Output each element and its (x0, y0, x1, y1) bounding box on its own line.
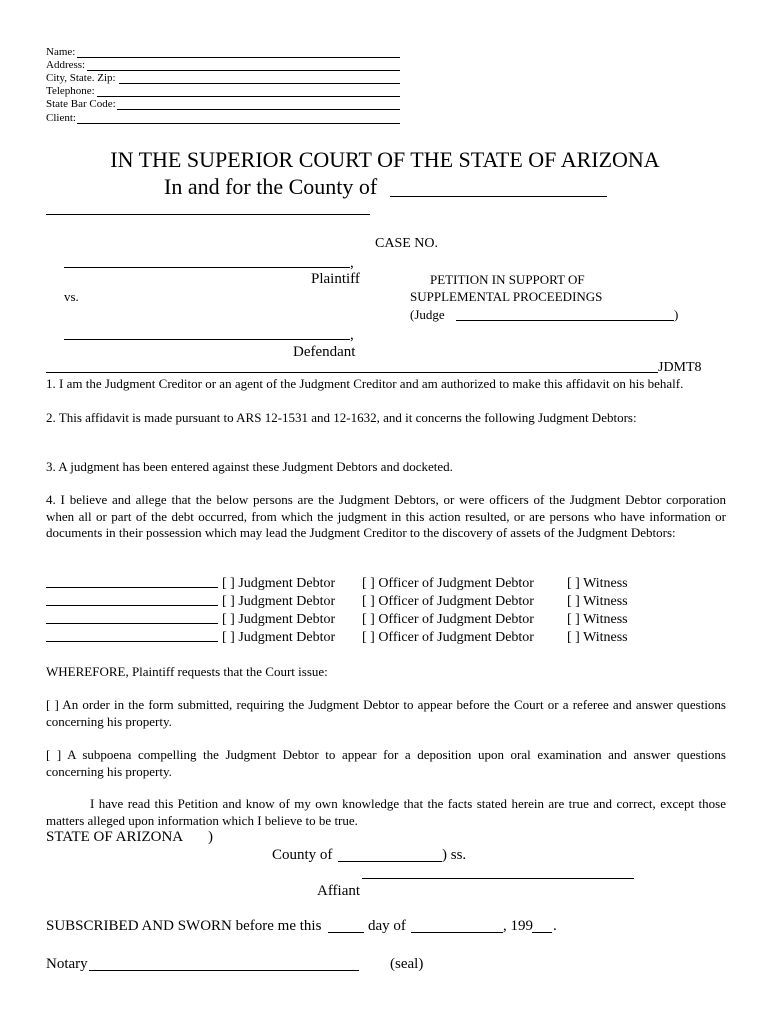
witness-checkbox[interactable]: [ ] Witness (567, 576, 628, 591)
judgment-debtor-checkbox[interactable]: [ ] Judgment Debtor (222, 612, 336, 627)
month-field[interactable] (411, 932, 503, 933)
client-field[interactable] (77, 123, 400, 124)
petition-title-line1: PETITION IN SUPPORT OF (430, 272, 585, 287)
affiant-label: Affiant (317, 883, 361, 899)
verification-text: I have read this Petition and know of my own knowledge that the facts stated herein are true and correct, except those matters alleged upon information which I believe to be true. (46, 796, 726, 828)
defendant-field[interactable] (64, 339, 350, 340)
year-end: . (553, 918, 557, 934)
day-of-label: day of (368, 918, 406, 934)
officer-checkbox[interactable]: [ ] Officer of Judgment Debtor (362, 594, 534, 609)
petition-title-line2: SUPPLEMENTAL PROCEEDINGS (410, 289, 603, 304)
debtor-name-field[interactable] (46, 587, 218, 588)
city-label: City, State. Zip: (46, 72, 116, 84)
officer-checkbox[interactable]: [ ] Officer of Judgment Debtor (362, 630, 534, 645)
court-title: IN THE SUPERIOR COURT OF THE STATE OF ARIZONA (110, 147, 660, 172)
seal-label: (seal) (390, 956, 424, 972)
city-field[interactable] (119, 83, 400, 84)
officer-checkbox[interactable]: [ ] Officer of Judgment Debtor (362, 612, 534, 627)
judgment-debtor-checkbox[interactable]: [ ] Judgment Debtor (222, 594, 336, 609)
debtor-row-2 (46, 593, 666, 611)
order-request-checkbox[interactable]: [ ] An order in the form submitted, requiring the Judgment Debtor to appear before the Court or a referee and answer questions concerning his property. (46, 697, 726, 729)
caption-bottom-rule (46, 372, 658, 373)
plaintiff-field[interactable] (64, 267, 350, 268)
debtor-name-field[interactable] (46, 641, 218, 642)
address-field[interactable] (87, 70, 400, 71)
telephone-label: Telephone: (46, 85, 95, 97)
debtor-row-3 (46, 611, 666, 629)
affidavit-county-field[interactable] (338, 861, 442, 862)
paragraph-3: 3. A judgment has been entered against these Judgment Debtors and docketed. (46, 459, 453, 474)
case-number-label: CASE NO. (375, 236, 439, 251)
subpoena-request-checkbox[interactable]: [ ] A subpoena compelling the Judgment Debtor to appear for a deposition upon oral examination and answer questions concerning his property. (46, 747, 726, 779)
address-label: Address: (46, 59, 86, 71)
telephone-field[interactable] (97, 96, 400, 97)
debtor-name-field[interactable] (46, 623, 218, 624)
debtor-row-4 (46, 629, 666, 647)
ss-label: ) ss. (442, 847, 467, 863)
county-of-label: County of (272, 847, 333, 863)
judgment-debtor-checkbox[interactable]: [ ] Judgment Debtor (222, 576, 336, 591)
county-field[interactable] (390, 196, 607, 197)
bar-label: State Bar Code: (46, 98, 116, 110)
year-field[interactable] (532, 932, 552, 933)
name-field[interactable] (77, 57, 400, 58)
form-code: JDMT8 (658, 360, 702, 375)
bar-field[interactable] (117, 109, 400, 110)
judge-close-paren: ) (674, 307, 679, 322)
wherefore-text: WHEREFORE, Plaintiff requests that the Court issue: (46, 664, 328, 679)
caption-top-rule (46, 214, 370, 215)
officer-checkbox[interactable]: [ ] Officer of Judgment Debtor (362, 576, 534, 591)
debtor-row-1 (46, 575, 666, 593)
notary-signature-field[interactable] (89, 970, 359, 971)
state-label: STATE OF ARIZONA (46, 829, 184, 845)
day-field[interactable] (328, 932, 364, 933)
county-line-label: In and for the County of (164, 174, 378, 199)
year-prefix: , 199 (503, 918, 533, 934)
versus-label: vs. (64, 289, 79, 304)
paragraph-1: 1. I am the Judgment Creditor or an agent of the Judgment Creditor and am authorized to make this affidavit on his behalf. (46, 376, 684, 391)
plaintiff-label: Plaintiff (311, 271, 360, 287)
paragraph-2: 2. This affidavit is made pursuant to ARS 12-1531 and 12-1632, and it concerns the following Judgment Debtors: (46, 410, 637, 425)
client-label: Client: (46, 112, 76, 124)
plaintiff-comma: , (350, 255, 354, 271)
judgment-debtor-checkbox[interactable]: [ ] Judgment Debtor (222, 630, 336, 645)
paragraph-4: 4. I believe and allege that the below persons are the Judgment Debtors, or were officers of the Judgment Debtor corporation when all or part of the debt occurred, from which the judgment in this action resulted, or are persons who have information or documents in their possession which may lead the Judgment Creditor to the discovery of assets of the Judgment Debtors: (46, 492, 726, 540)
judge-field[interactable] (456, 320, 674, 321)
name-label: Name: (46, 46, 76, 58)
affiant-signature-field[interactable] (362, 878, 634, 879)
defendant-comma: , (350, 327, 354, 343)
defendant-label: Defendant (293, 344, 356, 360)
witness-checkbox[interactable]: [ ] Witness (567, 594, 628, 609)
notary-label: Notary (46, 956, 88, 972)
debtor-name-field[interactable] (46, 605, 218, 606)
witness-checkbox[interactable]: [ ] Witness (567, 630, 628, 645)
judge-label: (Judge (410, 307, 445, 322)
subscribed-label: SUBSCRIBED AND SWORN before me this (46, 918, 322, 934)
witness-checkbox[interactable]: [ ] Witness (567, 612, 628, 627)
state-paren: ) (208, 829, 213, 845)
